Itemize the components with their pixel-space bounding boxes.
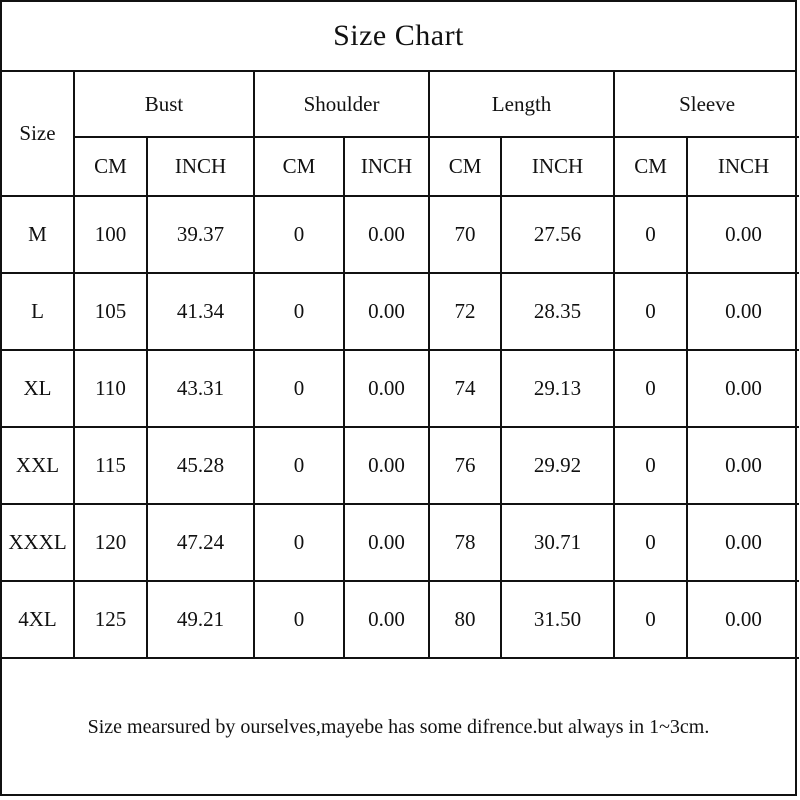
table-row (2, 581, 799, 658)
bust-inch-cell: 39.37 (147, 196, 254, 273)
length-inch-cell: 28.35 (501, 273, 614, 350)
length-cm-cell: 72 (429, 273, 501, 350)
size-table (2, 72, 799, 659)
size-cell: 4XL (2, 581, 74, 658)
table-row (2, 350, 799, 427)
sleeve-cm-cell: 0 (614, 581, 687, 658)
length-cm-cell: 74 (429, 350, 501, 427)
length-inch-cell: 27.56 (501, 196, 614, 273)
shoulder-cm-cell: 0 (254, 504, 344, 581)
sleeve-inch-cell: 0.00 (687, 273, 799, 350)
size-cell: M (2, 196, 74, 273)
length-cm-cell: 80 (429, 581, 501, 658)
sleeve-inch-cell: 0.00 (687, 427, 799, 504)
sleeve-cm-cell: 0 (614, 196, 687, 273)
sleeve-inch-cell: 0.00 (687, 350, 799, 427)
bust-inch-cell: 45.28 (147, 427, 254, 504)
shoulder-inch-cell: 0.00 (344, 196, 429, 273)
shoulder-cm-cell: 0 (254, 581, 344, 658)
length-cm-cell: 70 (429, 196, 501, 273)
length-inch-header: INCH (501, 137, 614, 196)
sleeve-cm-cell: 0 (614, 427, 687, 504)
shoulder-cm-cell: 0 (254, 273, 344, 350)
bust-cm-cell: 120 (74, 504, 147, 581)
size-column-header: Size (2, 72, 74, 196)
bust-header: Bust (74, 72, 254, 137)
bust-inch-cell: 49.21 (147, 581, 254, 658)
sleeve-cm-cell: 0 (614, 273, 687, 350)
shoulder-header: Shoulder (254, 72, 429, 137)
length-cm-header: CM (429, 137, 501, 196)
bust-inch-cell: 41.34 (147, 273, 254, 350)
shoulder-inch-cell: 0.00 (344, 504, 429, 581)
table-row (2, 196, 799, 273)
length-cm-cell: 76 (429, 427, 501, 504)
table-row (2, 273, 799, 350)
length-inch-cell: 29.13 (501, 350, 614, 427)
bust-cm-cell: 110 (74, 350, 147, 427)
sleeve-inch-header: INCH (687, 137, 799, 196)
bust-inch-cell: 47.24 (147, 504, 254, 581)
length-inch-cell: 31.50 (501, 581, 614, 658)
bust-cm-cell: 100 (74, 196, 147, 273)
shoulder-cm-cell: 0 (254, 350, 344, 427)
size-cell: XL (2, 350, 74, 427)
sleeve-cm-cell: 0 (614, 350, 687, 427)
sleeve-inch-cell: 0.00 (687, 196, 799, 273)
sleeve-inch-cell: 0.00 (687, 504, 799, 581)
shoulder-inch-cell: 0.00 (344, 350, 429, 427)
length-cm-cell: 78 (429, 504, 501, 581)
bust-cm-cell: 115 (74, 427, 147, 504)
sleeve-header: Sleeve (614, 72, 799, 137)
sleeve-cm-header: CM (614, 137, 687, 196)
size-cell: XXXL (2, 504, 74, 581)
length-inch-cell: 29.92 (501, 427, 614, 504)
shoulder-cm-header: CM (254, 137, 344, 196)
shoulder-inch-cell: 0.00 (344, 581, 429, 658)
chart-title: Size Chart (2, 2, 795, 72)
sleeve-cm-cell: 0 (614, 504, 687, 581)
length-header: Length (429, 72, 614, 137)
table-row (2, 427, 799, 504)
bust-cm-cell: 105 (74, 273, 147, 350)
size-cell: XXL (2, 427, 74, 504)
shoulder-inch-cell: 0.00 (344, 273, 429, 350)
bust-cm-header: CM (74, 137, 147, 196)
sleeve-inch-cell: 0.00 (687, 581, 799, 658)
size-cell: L (2, 273, 74, 350)
table-row (2, 504, 799, 581)
bust-inch-header: INCH (147, 137, 254, 196)
bust-inch-cell: 43.31 (147, 350, 254, 427)
bust-cm-cell: 125 (74, 581, 147, 658)
length-inch-cell: 30.71 (501, 504, 614, 581)
measurement-note: Size mearsured by ourselves,mayebe has some difrence.but always in 1~3cm. (87, 716, 710, 738)
shoulder-cm-cell: 0 (254, 427, 344, 504)
shoulder-inch-cell: 0.00 (344, 427, 429, 504)
shoulder-inch-header: INCH (344, 137, 429, 196)
shoulder-cm-cell: 0 (254, 196, 344, 273)
